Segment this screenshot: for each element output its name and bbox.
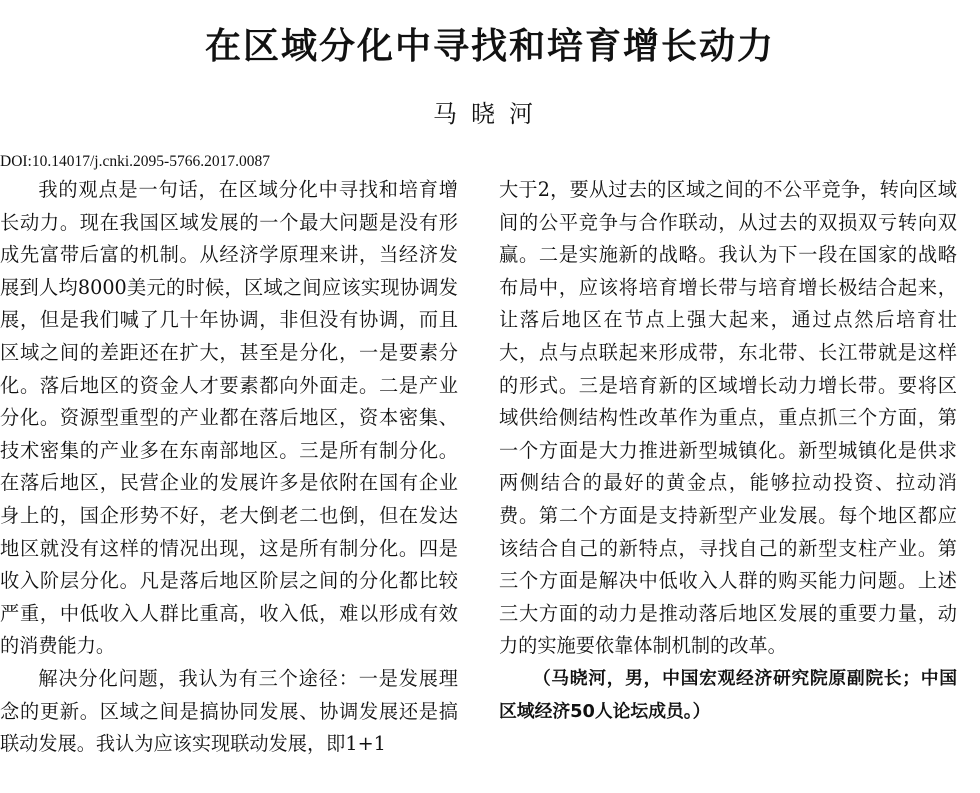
body-paragraph-continued: 大于2，要从过去的区域之间的不公平竞争，转向区域间的公平竞争与合作联动，从过去的双损双亏转向双赢。二是实施新的战略。我认为下一段在国家的战略布局中，应该将培育增长带与培育增长极结合起来，让落后地区在节点上强大起来，通过点然后培育壮大，点与点联起来形成带，东北带、长江带就是这样的形式。三是培育新的区域增长动力增长带。要将区域供给侧结构性改革作为重点，重点抓三个方面，第一个方面是大力推进新型城镇化。新型城镇化是供求两侧结合的最好的黄金点，能够拉动投资、拉动消费。第二个方面是支持新型产业发展。每个地区都应该结合自己的新特点，寻找自己的新型支柱产业。第三个方面是解决中低收入人群的购买能力问题。上述三大方面的动力是推动落后地区发展的重要力量，动力的实施要依靠体制机制的改革。 bbox=[499, 178, 957, 658]
doi-line: DOI:10.14017/j.cnki.2095-5766.2017.0087 bbox=[0, 153, 270, 170]
body-paragraph: 我的观点是一句话，在区域分化中寻找和培育增长动力。现在我国区域发展的一个最大问题是没有形成先富带后富的机制。从经济学原理来讲，当经济发展到人均8000美元的时候，区域之间应该实现协调发展，但是我们喊了几十年协调，非但没有协调，而且区域之间的差距还在扩大，甚至是分化，一是要素分化。落后地区的资金人才要素都向外面走。二是产业分化。资源型重型的产业都在落后地区，资本密集、技术密集的产业多在东南部地区。三是所有制分化。在落后地区，民营企业的发展许多是依附在国有企业身上的，国企形势不好，老大倒老二也倒，但在发达地区就没有这样的情况出现，这是所有制分化。四是收入阶层分化。凡是落后地区阶层之间的分化都比较严重，中低收入人群比重高，收入低，难以形成有效的消费能力。 bbox=[0, 178, 458, 658]
body-paragraph: 解决分化问题，我认为有三个途径：一是发展理念的更新。区域之间是搞协同发展、协调发展还是搞联动发展。我认为应该实现联动发展，即1+1 bbox=[0, 666, 458, 756]
article-title: 在区域分化中寻找和培育增长动力 bbox=[204, 26, 775, 67]
left-column bbox=[0, 174, 458, 761]
author-bio: （马晓河，男，中国宏观经济研究院原副院长；中国区域经济50人论坛成员。） bbox=[499, 667, 957, 722]
author-name: 马晓河 bbox=[433, 100, 547, 128]
right-column bbox=[499, 174, 957, 728]
